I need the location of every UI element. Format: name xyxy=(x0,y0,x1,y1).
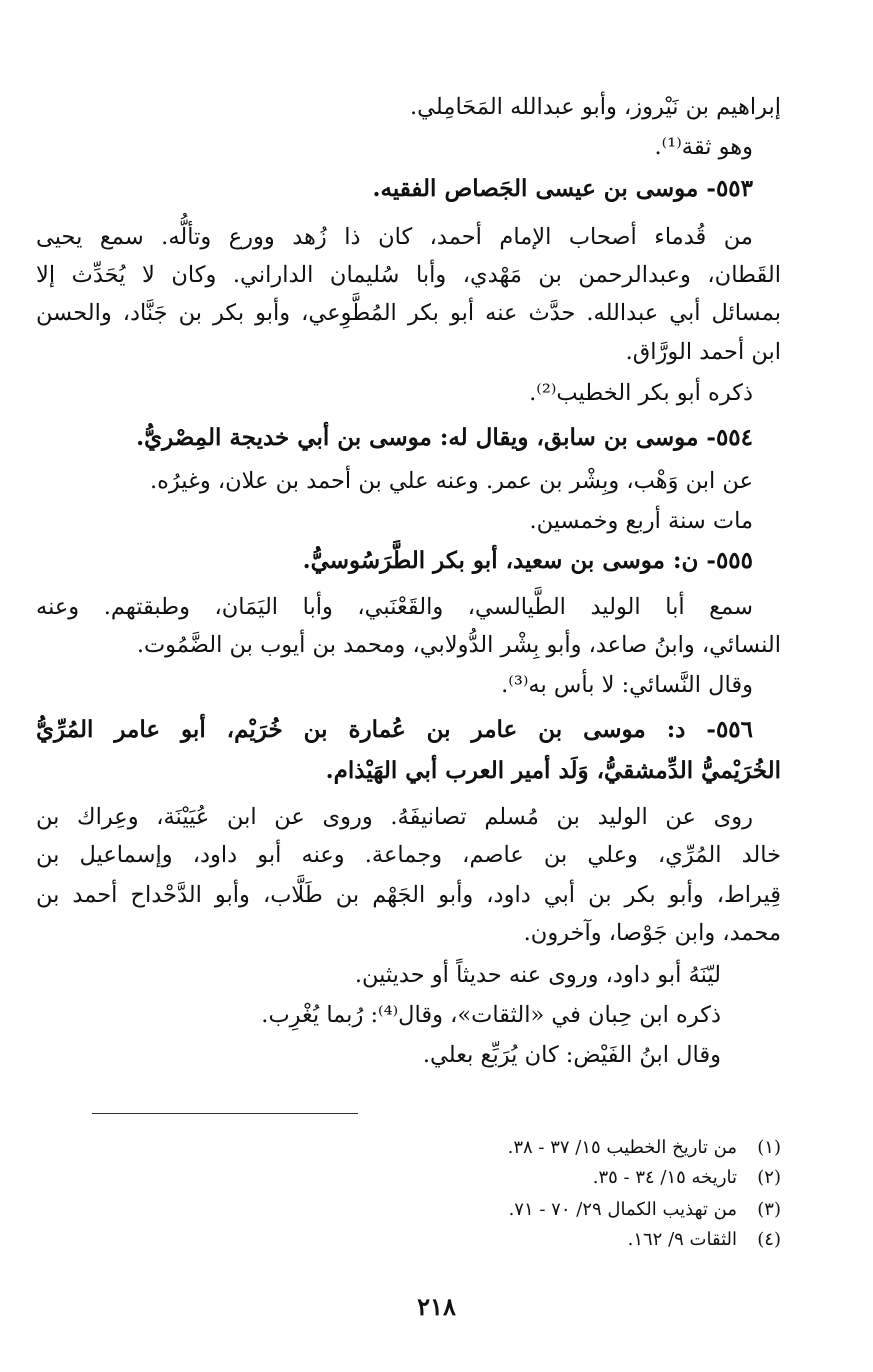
text-line: محمد، وابن جَوْصا، وآخرون. xyxy=(523,920,781,946)
text-line: القَطان، وعبدالرحمن بن مَهْدي، وأبا سُليمان الداراني. وكان لا يُحَدِّث إلا xyxy=(36,262,781,288)
footnote-number: (١) xyxy=(757,1137,781,1158)
text-line: مات سنة أربع وخمسين. xyxy=(529,508,753,534)
text-line: ابن أحمد الورَّاق. xyxy=(625,339,781,365)
footnote-text: من تاريخ الخطيب ١٥/ ٣٧ - ٣٨. xyxy=(507,1137,737,1158)
text-line: النسائي، وابنُ صاعد، وأبو بِشْر الدُّولابي، ومحمد بن أيوب بن الضَّمُوت. xyxy=(136,632,781,658)
entry-heading-555: ٥٥٥- ن: موسى بن سعيد، أبو بكر الطَّرَسُوسيُّ. xyxy=(302,547,753,574)
footnote-number: (٤) xyxy=(757,1229,781,1250)
footnote-divider xyxy=(92,1113,358,1114)
entry-heading-553: ٥٥٣- موسى بن عيسى الجَصاص الفقيه. xyxy=(372,175,753,202)
entry-heading-554: ٥٥٤- موسى بن سابق، ويقال له: موسى بن أبي خديجة المِصْريُّ. xyxy=(136,424,753,451)
text-line: من قُدماء أصحاب الإمام أحمد، كان ذا زُهد وورع وتألُّه. سمع يحيى xyxy=(36,224,753,250)
text-line: سمع أبا الوليد الطَّيالسي، والقَعْنَبي، وأبا اليَمَان، وطبقتهم. وعنه xyxy=(36,594,753,620)
text-line: إبراهيم بن نَيْروز، وأبو عبدالله المَحَامِلي. xyxy=(410,94,781,120)
footnote-text: من تهذيب الكمال ٢٩/ ٧٠ - ٧١. xyxy=(508,1199,737,1220)
text-line: ذكره أبو بكر الخطيب⁽²⁾. xyxy=(529,380,753,406)
footnote xyxy=(508,1136,781,1160)
text-line: ليّنَهُ أبو داود، وروى عنه حديثاً أو حديثين. xyxy=(354,962,721,988)
text-line: روى عن الوليد بن مُسلم تصانيفَهُ. وروى عن ابن عُيَيْنَة، وعِراك بن xyxy=(36,804,753,830)
text-line: بمسائل أبي عبدالله. حدَّث عنه أبو بكر المُطَّوِعي، وأبو بكر بن جَنَّاد، والحسن xyxy=(36,300,781,326)
page-number: ٢١٨ xyxy=(417,1292,456,1321)
text-line: ذكره ابن حِبان في «الثقات»، وقال⁽⁴⁾: رُبما يُغْرِب. xyxy=(261,1002,721,1028)
footnote xyxy=(628,1228,781,1252)
text-line: وقال ابنُ الفَيْض: كان يُرَبِّع بعلي. xyxy=(422,1042,721,1068)
text-line: قِيراط، وأبو بكر بن أبي داود، وأبو الجَهْم بن طَلَّاب، وأبو الدَّحْداح أحمد بن xyxy=(36,882,781,908)
footnote-text: الثقات ٩/ ١٦٢. xyxy=(627,1229,737,1250)
text-line: خالد المُرِّي، وعلي بن عاصم، وجماعة. وعنه أبو داود، وإسماعيل بن xyxy=(36,842,781,868)
entry-heading-556: ٥٥٦- د: موسى بن عامر بن عُمارة بن خُرَيْم، أبو عامر المُرِّيُّ xyxy=(36,716,753,743)
footnote-text: تاريخه ١٥/ ٣٤ - ٣٥. xyxy=(592,1167,737,1188)
text-line: وهو ثقة⁽¹⁾. xyxy=(654,134,753,160)
footnote xyxy=(593,1166,781,1190)
footnote xyxy=(509,1198,781,1222)
text-line: عن ابن وَهْب، وبِشْر بن عمر. وعنه علي بن أحمد بن علان، وغيرُه. xyxy=(149,468,753,494)
footnote-number: (٢) xyxy=(757,1167,781,1188)
entry-heading-556-cont: الخُرَيْميُّ الدِّمشقيُّ، وَلَد أمير العرب أبي الهَيْذام. xyxy=(325,757,781,784)
text-line: وقال النَّسائي: لا بأس به⁽³⁾. xyxy=(501,672,753,698)
footnote-number: (٣) xyxy=(757,1199,781,1220)
